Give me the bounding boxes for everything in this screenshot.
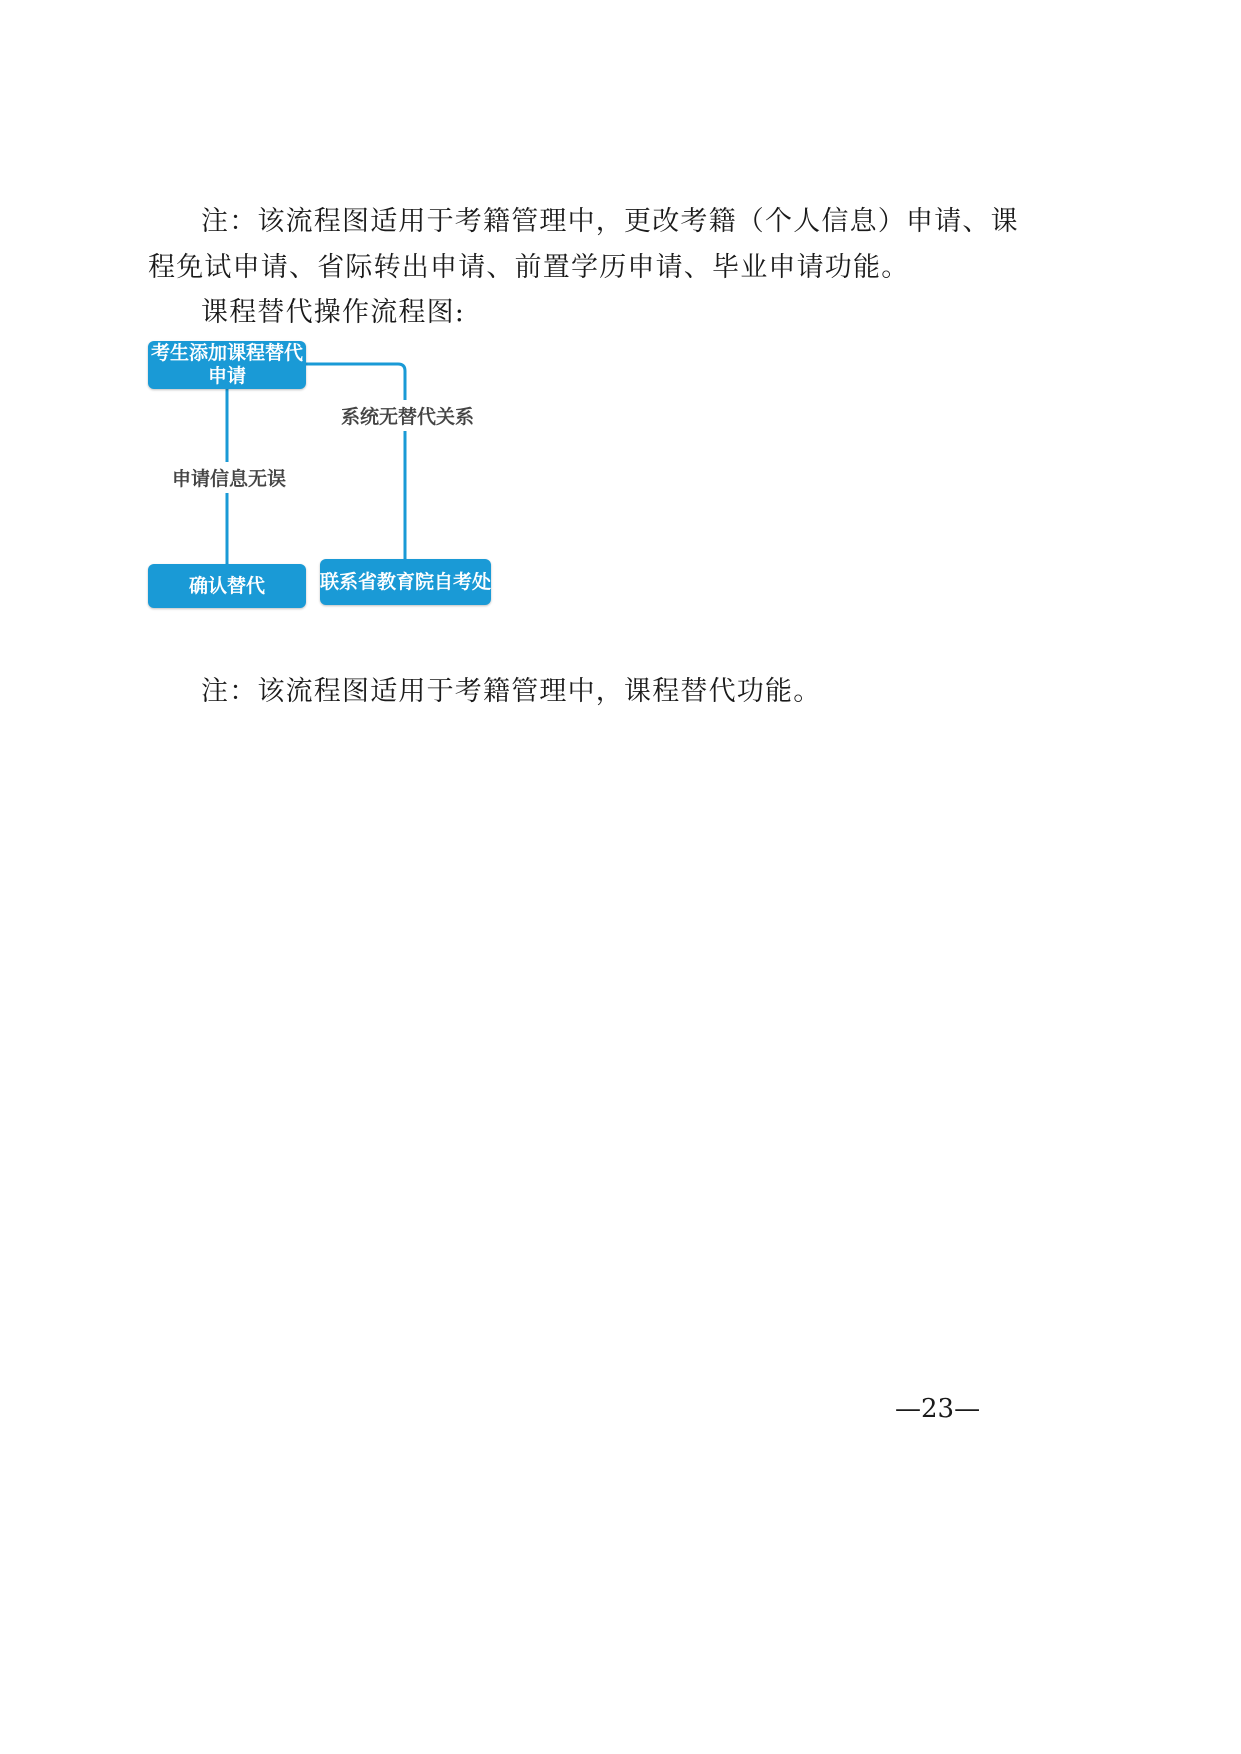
node-contact-exam-office: 联系省教育院自考处 — [320, 559, 491, 605]
node-add-substitution-request — [148, 341, 306, 389]
note2: 注：该流程图适用于考籍管理中，课程替代功能。 — [201, 676, 822, 707]
note1-line1: 注：该流程图适用于考籍管理中，更改考籍（个人信息）申请、课 — [201, 206, 1019, 237]
page-number: —23— — [895, 1394, 981, 1424]
node-add-substitution-request-line1: 考生添加课程替代 — [150, 342, 303, 364]
flowchart-heading: 课程替代操作流程图: — [201, 297, 466, 328]
note1-line2: 程免试申请、省际转出申请、前置学历申请、毕业申请功能。 — [148, 252, 910, 283]
edge-label-no-relation: 系统无替代关系 — [339, 400, 476, 431]
node-add-substitution-request-line2: 申请 — [207, 365, 246, 387]
node-confirm-substitution: 确认替代 — [148, 564, 306, 608]
edge-label-valid-info: 申请信息无误 — [170, 462, 288, 493]
connector-start-to-contact — [306, 364, 405, 560]
